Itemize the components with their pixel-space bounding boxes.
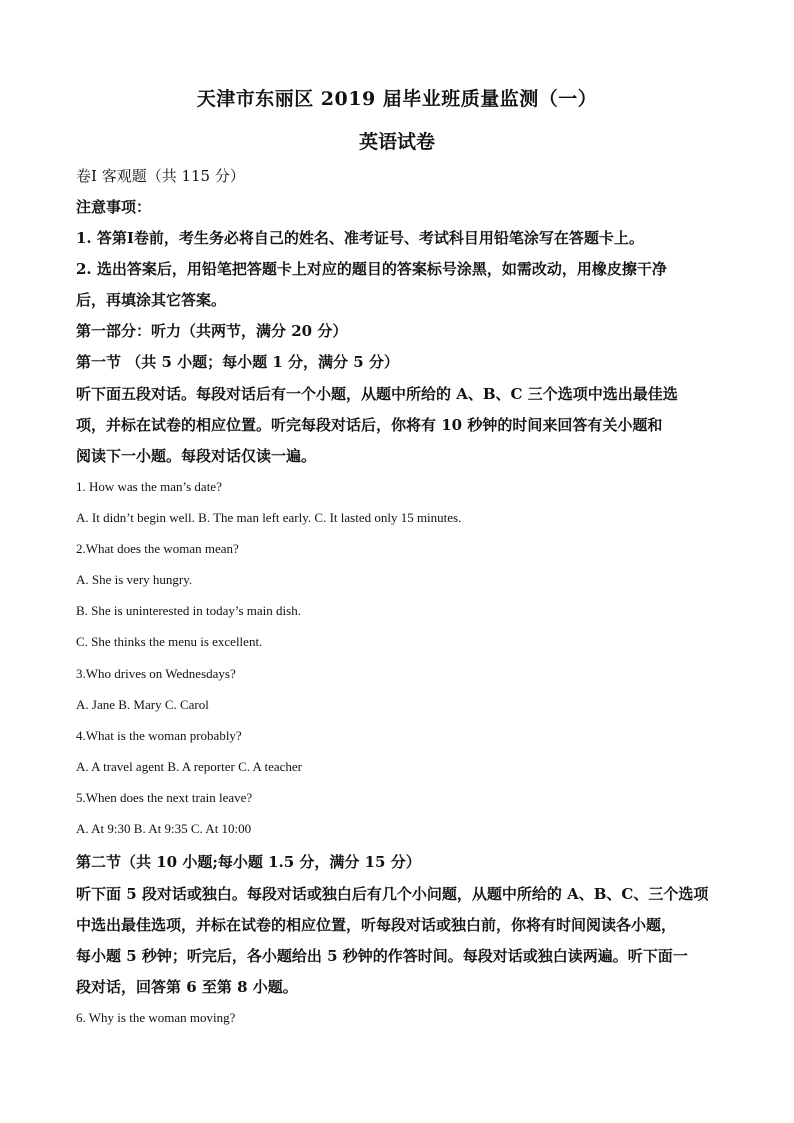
question-2-option-b: B. She is uninterested in today’s main dish. — [76, 603, 301, 618]
notice-item-1: 1. 答第Ⅰ卷前，考生务必将自己的姓名、准考证号、考试科目用铅笔涂写在答题卡上。 — [76, 229, 644, 247]
instruction-1-line-3: 阅读下一小题。每段对话仅读一遍。 — [76, 447, 317, 465]
section-title: 第一部分：听力（共两节，满分 20 分） — [76, 322, 348, 340]
question-5: 5.When does the next train leave? — [76, 790, 253, 805]
notice-item-2-line-2: 后，再填涂其它答案。 — [76, 291, 227, 309]
exam-title: 天津市东丽区 2019 届毕业班质量监测（一） — [196, 88, 598, 110]
notice-item-2-line-1: 2. 选出答案后，用铅笔把答题卡上对应的题目的答案标号涂黑，如需改动，用橡皮擦干净 — [76, 260, 667, 278]
question-3: 3.Who drives on Wednesdays? — [76, 666, 236, 681]
question-5-options: A. At 9:30 B. At 9:35 C. At 10:00 — [76, 821, 252, 836]
exam-subtitle: 英语试卷 — [358, 131, 435, 153]
instruction-1-line-2: 项，并标在试卷的相应位置。听完每段对话后，你将有 10 秒钟的时间来回答有关小题和 — [76, 416, 663, 434]
question-2-option-a: A. She is very hungry. — [76, 572, 193, 587]
question-6: 6. Why is the woman moving? — [76, 1010, 236, 1025]
instruction-2-line-1: 听下面 5 段对话或独白。每段对话或独白后有几个小问题，从题中所给的 A、B、C、三个选项 — [76, 885, 709, 903]
question-1: 1. How was the man’s date? — [76, 479, 222, 494]
question-1-options: A. It didn’t begin well. B. The man left early. C. It lasted only 15 minutes. — [76, 510, 462, 525]
instruction-2-line-4: 段对话，回答第 6 至第 8 小题。 — [76, 978, 298, 996]
question-2-option-c: C. She thinks the menu is excellent. — [76, 634, 263, 649]
instruction-2-line-3: 每小题 5 秒钟；听完后，各小题给出 5 秒钟的作答时间。每段对话或独白读两遍。听下面一 — [76, 947, 688, 965]
instruction-1-line-1: 听下面五段对话。每段对话后有一个小题，从题中所给的 A、B、C 三个选项中选出最佳选 — [76, 385, 678, 403]
notice-title: 注意事项： — [76, 198, 152, 216]
instruction-2-line-2: 中选出最佳选项，并标在试卷的相应位置，听每段对话或独白前，你将有时间阅读各小题， — [76, 916, 677, 934]
question-4: 4.What is the woman probably? — [76, 728, 242, 743]
subsection-2-title: 第二节（共 10 小题;每小题 1.5 分，满分 15 分） — [76, 853, 421, 871]
question-4-options: A. A travel agent B. A reporter C. A teacher — [76, 759, 302, 774]
subsection-1-title: 第一节 （共 5 小题；每小题 1 分，满分 5 分） — [76, 353, 399, 371]
question-2: 2.What does the woman mean? — [76, 541, 239, 556]
part-heading: 卷Ⅰ 客观题（共 115 分） — [76, 167, 245, 185]
question-3-options: A. Jane B. Mary C. Carol — [76, 697, 209, 712]
